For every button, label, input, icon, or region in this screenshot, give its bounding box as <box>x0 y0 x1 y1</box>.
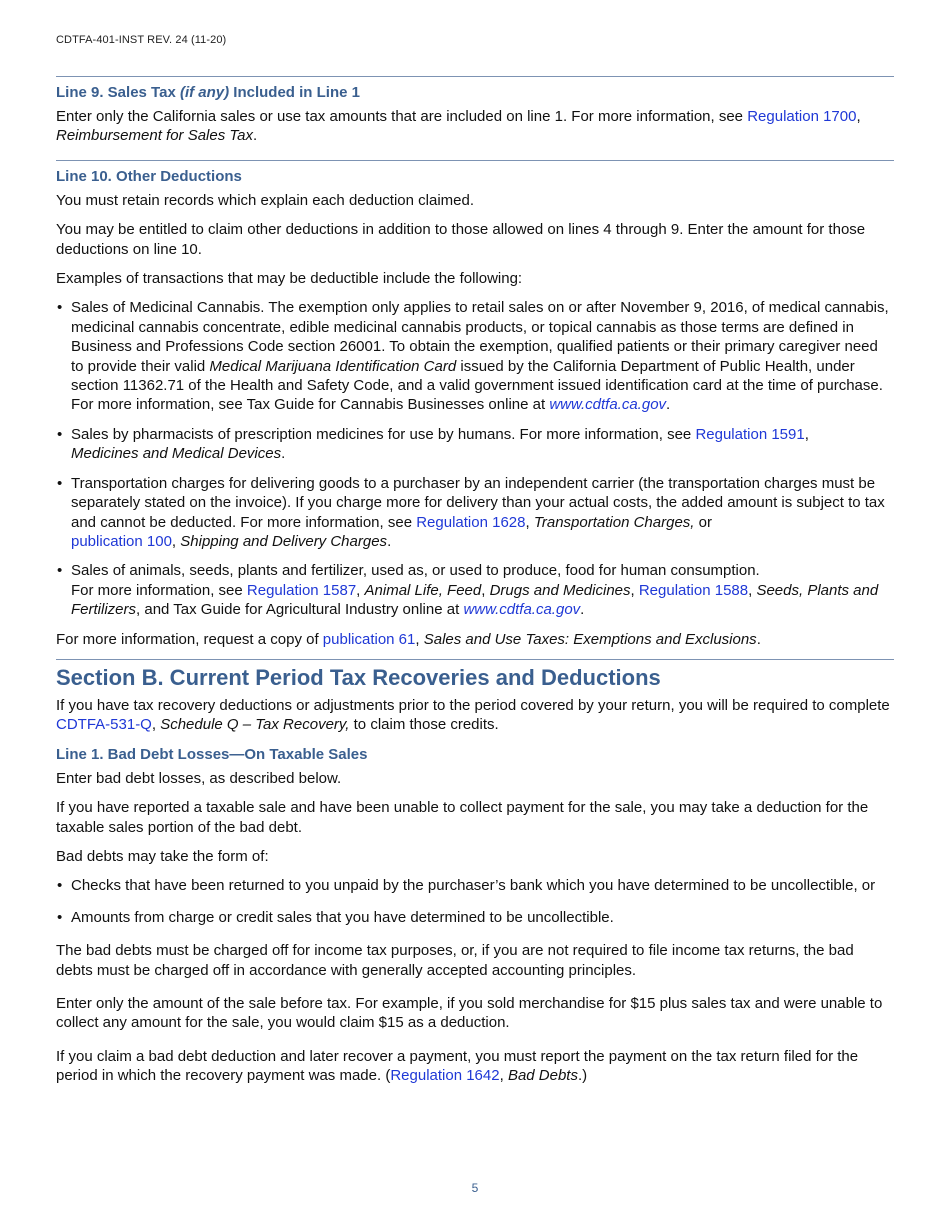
publication-100-link[interactable]: publication 100 <box>71 532 172 550</box>
bad-debt-paragraph: Enter only the amount of the sale before tax. For example, if you sold merchandise for $15 plus sales tax and were unable to collect any amount for the sale, you would claim $15 as a deduction. <box>56 995 883 1032</box>
section-b-intro: If you have tax recovery deductions or adjustments prior to the period covered by your return, you will be required to complete CDTFA-531-Q, Schedule Q – Tax Recovery, to claim those credits. <box>56 696 890 734</box>
deductible-transactions-list <box>56 298 894 619</box>
bad-debt-paragraph: Enter bad debt losses, as described below. <box>56 769 342 787</box>
cdtfa-website-link[interactable]: www.cdtfa.ca.gov <box>549 396 667 414</box>
cdtfa-website-link[interactable]: www.cdtfa.ca.gov <box>463 601 581 619</box>
bad-debt-forms-list <box>56 876 894 927</box>
line10-heading: Line 10. Other Deductions <box>56 167 242 185</box>
bad-debt-paragraph: If you have reported a taxable sale and have been unable to collect payment for the sale, you may take a deduction for the taxable sales portion of the bad debt. <box>56 799 869 836</box>
cdtfa-531-q-link[interactable]: CDTFA-531-Q <box>56 716 152 734</box>
form-identifier: CDTFA-401-INST REV. 24 (11-20) <box>56 34 227 46</box>
line10-paragraph-entitled: You may be entitled to claim other deductions in addition to those allowed on lines 4 through 9. Enter the amount for those deductions on line 10. <box>56 221 866 258</box>
regulation-1642-link[interactable]: Regulation 1642 <box>390 1067 500 1085</box>
regulation-1700-link[interactable]: Regulation 1700 <box>747 108 857 125</box>
list-item: • Sales of Medicinal Cannabis. The exemption only applies to retail sales on or after November 9, 2016, of medical cannabis, medicinal cannabis concentrate, edible medicinal cannabis products, or topical cannabis as those terms are defined in Business and Professions Code section 26001. To obtain the exemption, qualified patients or their primary caregiver need to provide their valid Medical Marijuana Identification Card issued by the California Department of Public Health, under section 11362.71 of the Health and Safety Code, and a valid government issued identification card at the time of purchase. For more information, see Tax Guide for Cannabis Businesses online at www.cdtfa.ca.gov. <box>56 298 894 414</box>
page-number: 5 <box>471 1181 479 1195</box>
regulation-1587-link[interactable]: Regulation 1587 <box>246 581 357 599</box>
list-item: • Checks that have been returned to you unpaid by the purchaser’s bank which you have determined to be uncollectible, or <box>56 876 894 895</box>
regulation-1588-link[interactable]: Regulation 1588 <box>638 581 749 599</box>
regulation-1628-link[interactable]: Regulation 1628 <box>416 513 526 531</box>
bad-debt-paragraph: If you claim a bad debt deduction and later recover a payment, you must report the payment on the tax return filed for the period in which the recovery payment was made. (Regulation 1642, Bad Debts.) <box>56 1047 859 1085</box>
list-item: • Sales of animals, seeds, plants and fertilizer, used as, or used to produce, food for human consumption. For more information, see Regulation 1587, Animal Life, Feed, Drugs and Medicines, Regulation 1588, Seeds, Plants and Fertilizers, and Tax Guide for Agricultural Industry online at www.cdtfa.ca.gov. <box>56 561 894 619</box>
line10-paragraph-more-info: For more information, request a copy of publication 61, Sales and Use Taxes: Exemptions and Exclusions. <box>56 630 761 648</box>
line10-paragraph-records: You must retain records which explain each deduction claimed. <box>56 191 475 209</box>
bad-debt-paragraph: The bad debts must be charged off for income tax purposes, or, if you are not required to file income tax returns, the bad debts must be charged off in accordance with generally accepted accounting principles. <box>56 942 854 979</box>
regulation-1591-link[interactable]: Regulation 1591 <box>695 425 805 443</box>
line9-heading: Line 9. Sales Tax (if any) Included in Line 1 <box>56 84 360 101</box>
line9-paragraph: Enter only the California sales or use tax amounts that are included on line 1. For more information, see Regulation 1700, Reimbursement for Sales Tax. <box>56 108 861 145</box>
line10-paragraph-examples: Examples of transactions that may be deductible include the following: <box>56 270 523 288</box>
list-item: • Amounts from charge or credit sales that you have determined to be uncollectible. <box>56 908 894 927</box>
bad-debt-paragraph: Bad debts may take the form of: <box>56 847 269 865</box>
list-item: • Transportation charges for delivering goods to a purchaser by an independent carrier (the transportation charges must be separately stated on the invoice). If you charge more for delivery than your actual costs, the added amount is subject to tax and cannot be deducted. For more information, see Regulation 1628, Transportation Charges, or publication 100, Shipping and Delivery Charges. <box>56 474 894 552</box>
list-item: • Sales by pharmacists of prescription medicines for use by humans. For more information, see Regulation 1591, Medicines and Medical Devices. <box>56 425 894 464</box>
section-b-heading: Section B. Current Period Tax Recoveries and Deductions <box>56 664 661 690</box>
bad-debt-heading: Line 1. Bad Debt Losses—On Taxable Sales <box>56 745 368 763</box>
publication-61-link[interactable]: publication 61 <box>322 630 416 648</box>
document-body <box>56 0 894 1086</box>
